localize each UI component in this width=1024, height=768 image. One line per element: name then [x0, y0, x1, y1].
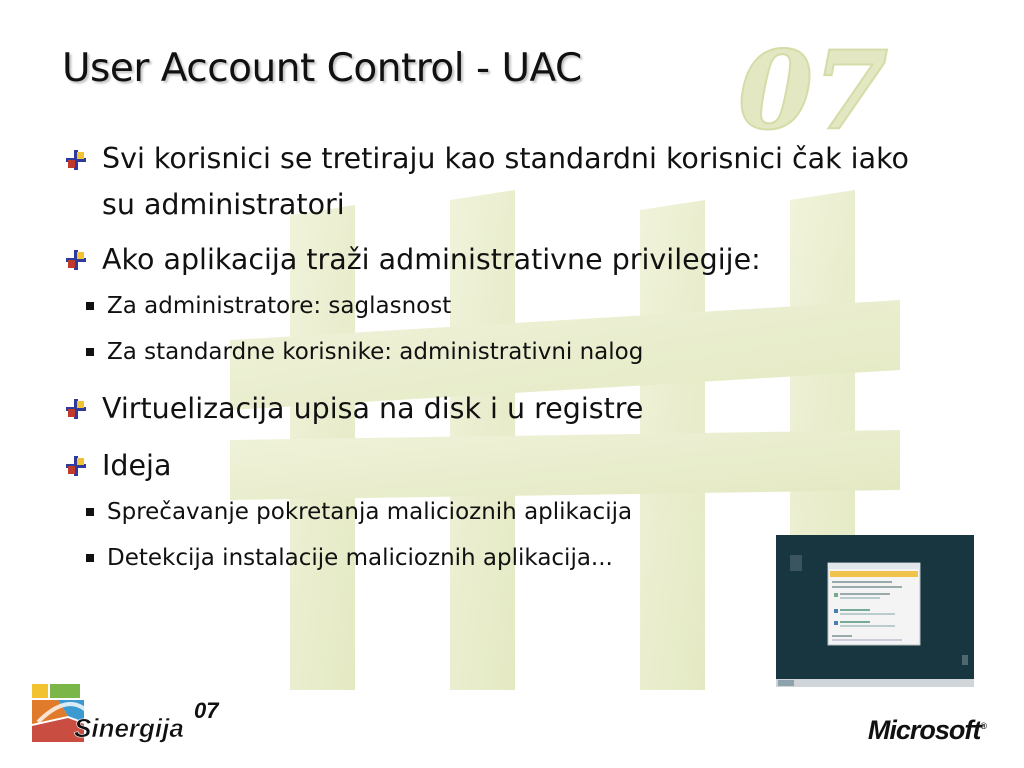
square-bullet-icon: [86, 348, 94, 356]
square-bullet-icon: [86, 554, 94, 562]
bullet-text: Ideja: [102, 449, 172, 482]
bullet-item: [62, 442, 942, 489]
bullet-text: Ako aplikacija traži administrativne privilegije:: [102, 243, 761, 276]
sinergija-logo: [28, 682, 238, 747]
square-bullet-icon: [86, 302, 94, 310]
sub-bullet-text: Sprečavanje pokretanja malicioznih aplikacija: [107, 499, 633, 525]
sub-bullet-item: [62, 489, 942, 535]
recycle-bin-icon: [962, 655, 968, 665]
sub-bullet-item: [62, 329, 942, 375]
bullet-marker-icon: [66, 399, 86, 419]
uac-dialog-image: [828, 563, 920, 645]
sub-bullet-text: Za administratore: saglasnost: [107, 293, 452, 319]
svg-text:07: 07: [194, 698, 219, 723]
bullet-text: Virtuelizacija upisa na disk i u registre: [102, 392, 644, 425]
bullet-item: [62, 385, 942, 432]
sub-bullet-list: [62, 283, 942, 375]
uac-dialog-screenshot: [776, 535, 974, 687]
bullet-item: [62, 136, 942, 228]
sub-bullet-item: [62, 283, 942, 329]
svg-text:Sinergija: Sinergija: [74, 713, 184, 743]
bullet-marker-icon: [66, 250, 86, 270]
bullet-marker-icon: [66, 150, 86, 170]
bullet-list: [62, 136, 942, 581]
microsoft-logo: Microsoft®: [867, 715, 986, 745]
bullet-marker-icon: [66, 456, 86, 476]
desktop-icon: [790, 555, 802, 571]
bullet-text: Svi korisnici se tretiraju kao standardni korisnici čak iako su administratori: [102, 142, 909, 221]
slide-title: User Account Control - UAC: [62, 46, 582, 91]
sub-bullet-text: Detekcija instalacije malicioznih aplikacija...: [107, 545, 613, 571]
sub-bullet-text: Za standardne korisnike: administrativni nalog: [107, 339, 644, 365]
square-bullet-icon: [86, 508, 94, 516]
watermark-year: 07: [738, 28, 889, 154]
bullet-item: [62, 236, 942, 283]
